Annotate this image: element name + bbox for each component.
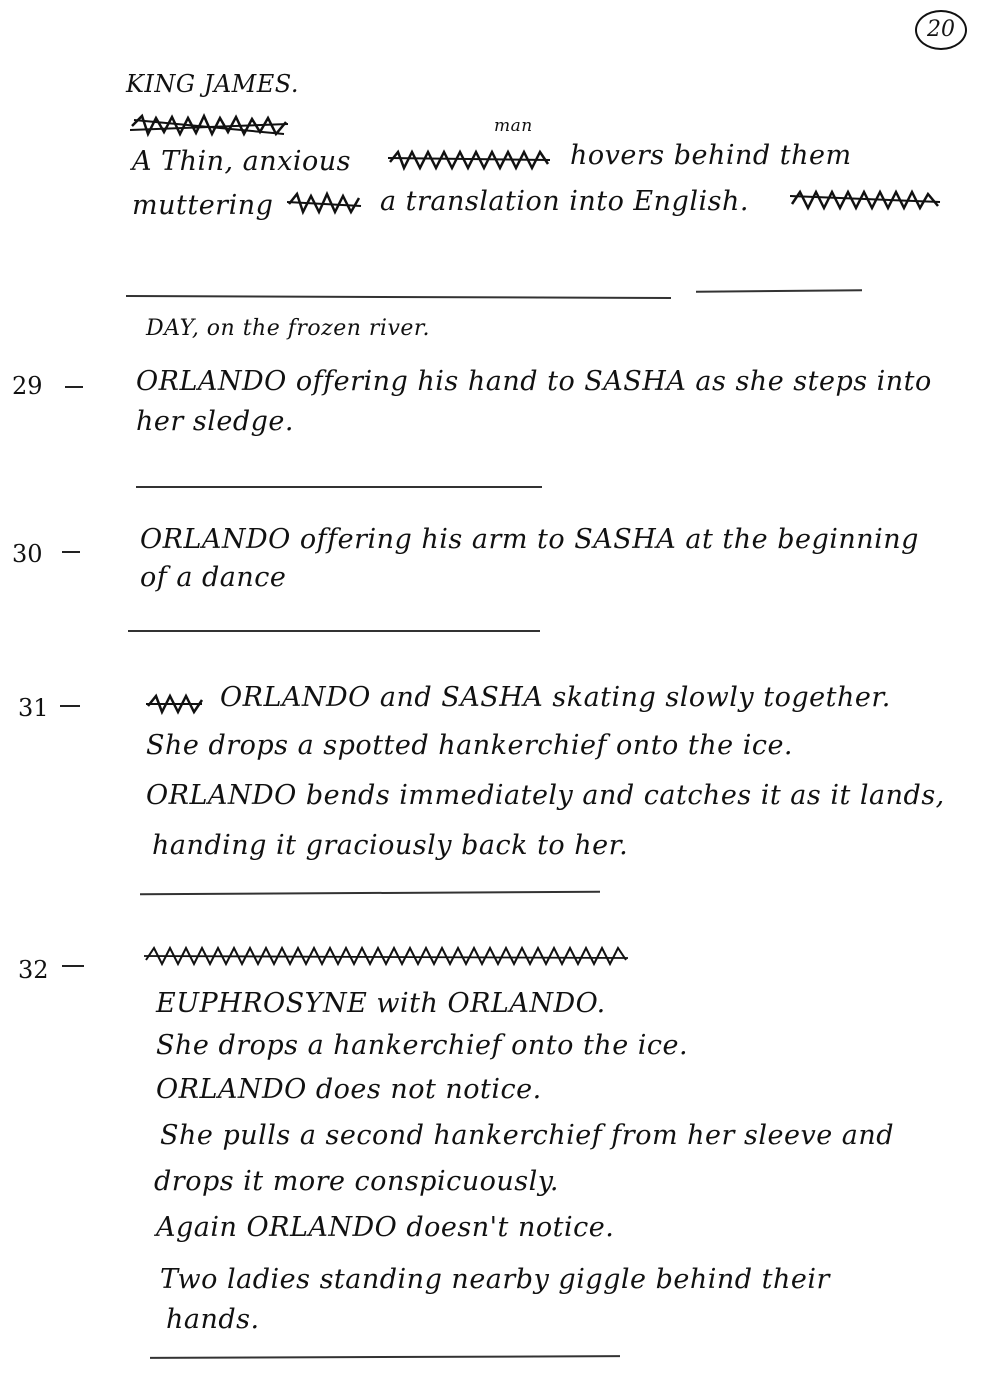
shot-line: ORLANDO offering his hand to SASHA as she steps into [136, 366, 932, 397]
crossed-out-word [388, 146, 552, 174]
shot-line: Two ladies standing nearby giggle behind their [160, 1264, 830, 1295]
character-heading: KING JAMES. [126, 70, 299, 98]
crossed-out-word [130, 112, 290, 140]
shot-line: her sledge. [136, 406, 294, 437]
divider-line [696, 289, 862, 292]
header-line-3-end: a translation into English. [380, 186, 749, 217]
shot-line: ORLANDO offering his arm to SASHA at the beginning [140, 524, 919, 555]
shot-dash [62, 965, 84, 967]
shot-line: EUPHROSYNE with ORLANDO. [156, 988, 606, 1019]
shot-line: Again ORLANDO doesn't notice. [156, 1212, 615, 1243]
shot-line: handing it graciously back to her. [152, 830, 629, 861]
shot-number: 30 [12, 540, 43, 568]
shot-dash [65, 386, 83, 388]
divider-line [150, 1355, 620, 1359]
inserted-word: man [494, 116, 533, 136]
header-line-2-start: A Thin, anxious [132, 146, 352, 177]
shot-line: She drops a hankerchief onto the ice. [156, 1030, 689, 1061]
shot-line: ORLANDO bends immediately and catches it as it lands, [146, 780, 945, 811]
header-line-2-end: hovers behind them [570, 140, 852, 171]
divider-line [128, 630, 540, 632]
shot-dash [60, 705, 80, 707]
divider-line [136, 486, 542, 488]
shot-line: drops it more conspicuously. [154, 1166, 559, 1197]
crossed-out-word [146, 692, 204, 716]
shot-number: 31 [18, 694, 49, 722]
shot-dash [62, 551, 80, 553]
crossed-out-word [287, 190, 363, 216]
header-line-3-start: muttering [132, 190, 274, 221]
crossed-out-line [144, 940, 630, 972]
shot-line: ORLANDO does not notice. [156, 1074, 542, 1105]
shot-line: of a dance [140, 562, 287, 593]
divider-line [126, 295, 671, 299]
shot-line: hands. [166, 1304, 260, 1335]
divider-line [140, 891, 600, 895]
page-number: 20 [915, 10, 967, 50]
scene-heading: DAY, on the frozen river. [146, 316, 431, 341]
shot-line: She drops a spotted hankerchief onto the ice. [146, 730, 794, 761]
shot-number: 29 [12, 372, 43, 400]
shot-number: 32 [18, 956, 49, 984]
shot-line: ORLANDO and SASHA skating slowly together. [220, 682, 891, 713]
crossed-out-word [790, 186, 942, 214]
shot-line: She pulls a second hankerchief from her sleeve and [160, 1120, 895, 1151]
